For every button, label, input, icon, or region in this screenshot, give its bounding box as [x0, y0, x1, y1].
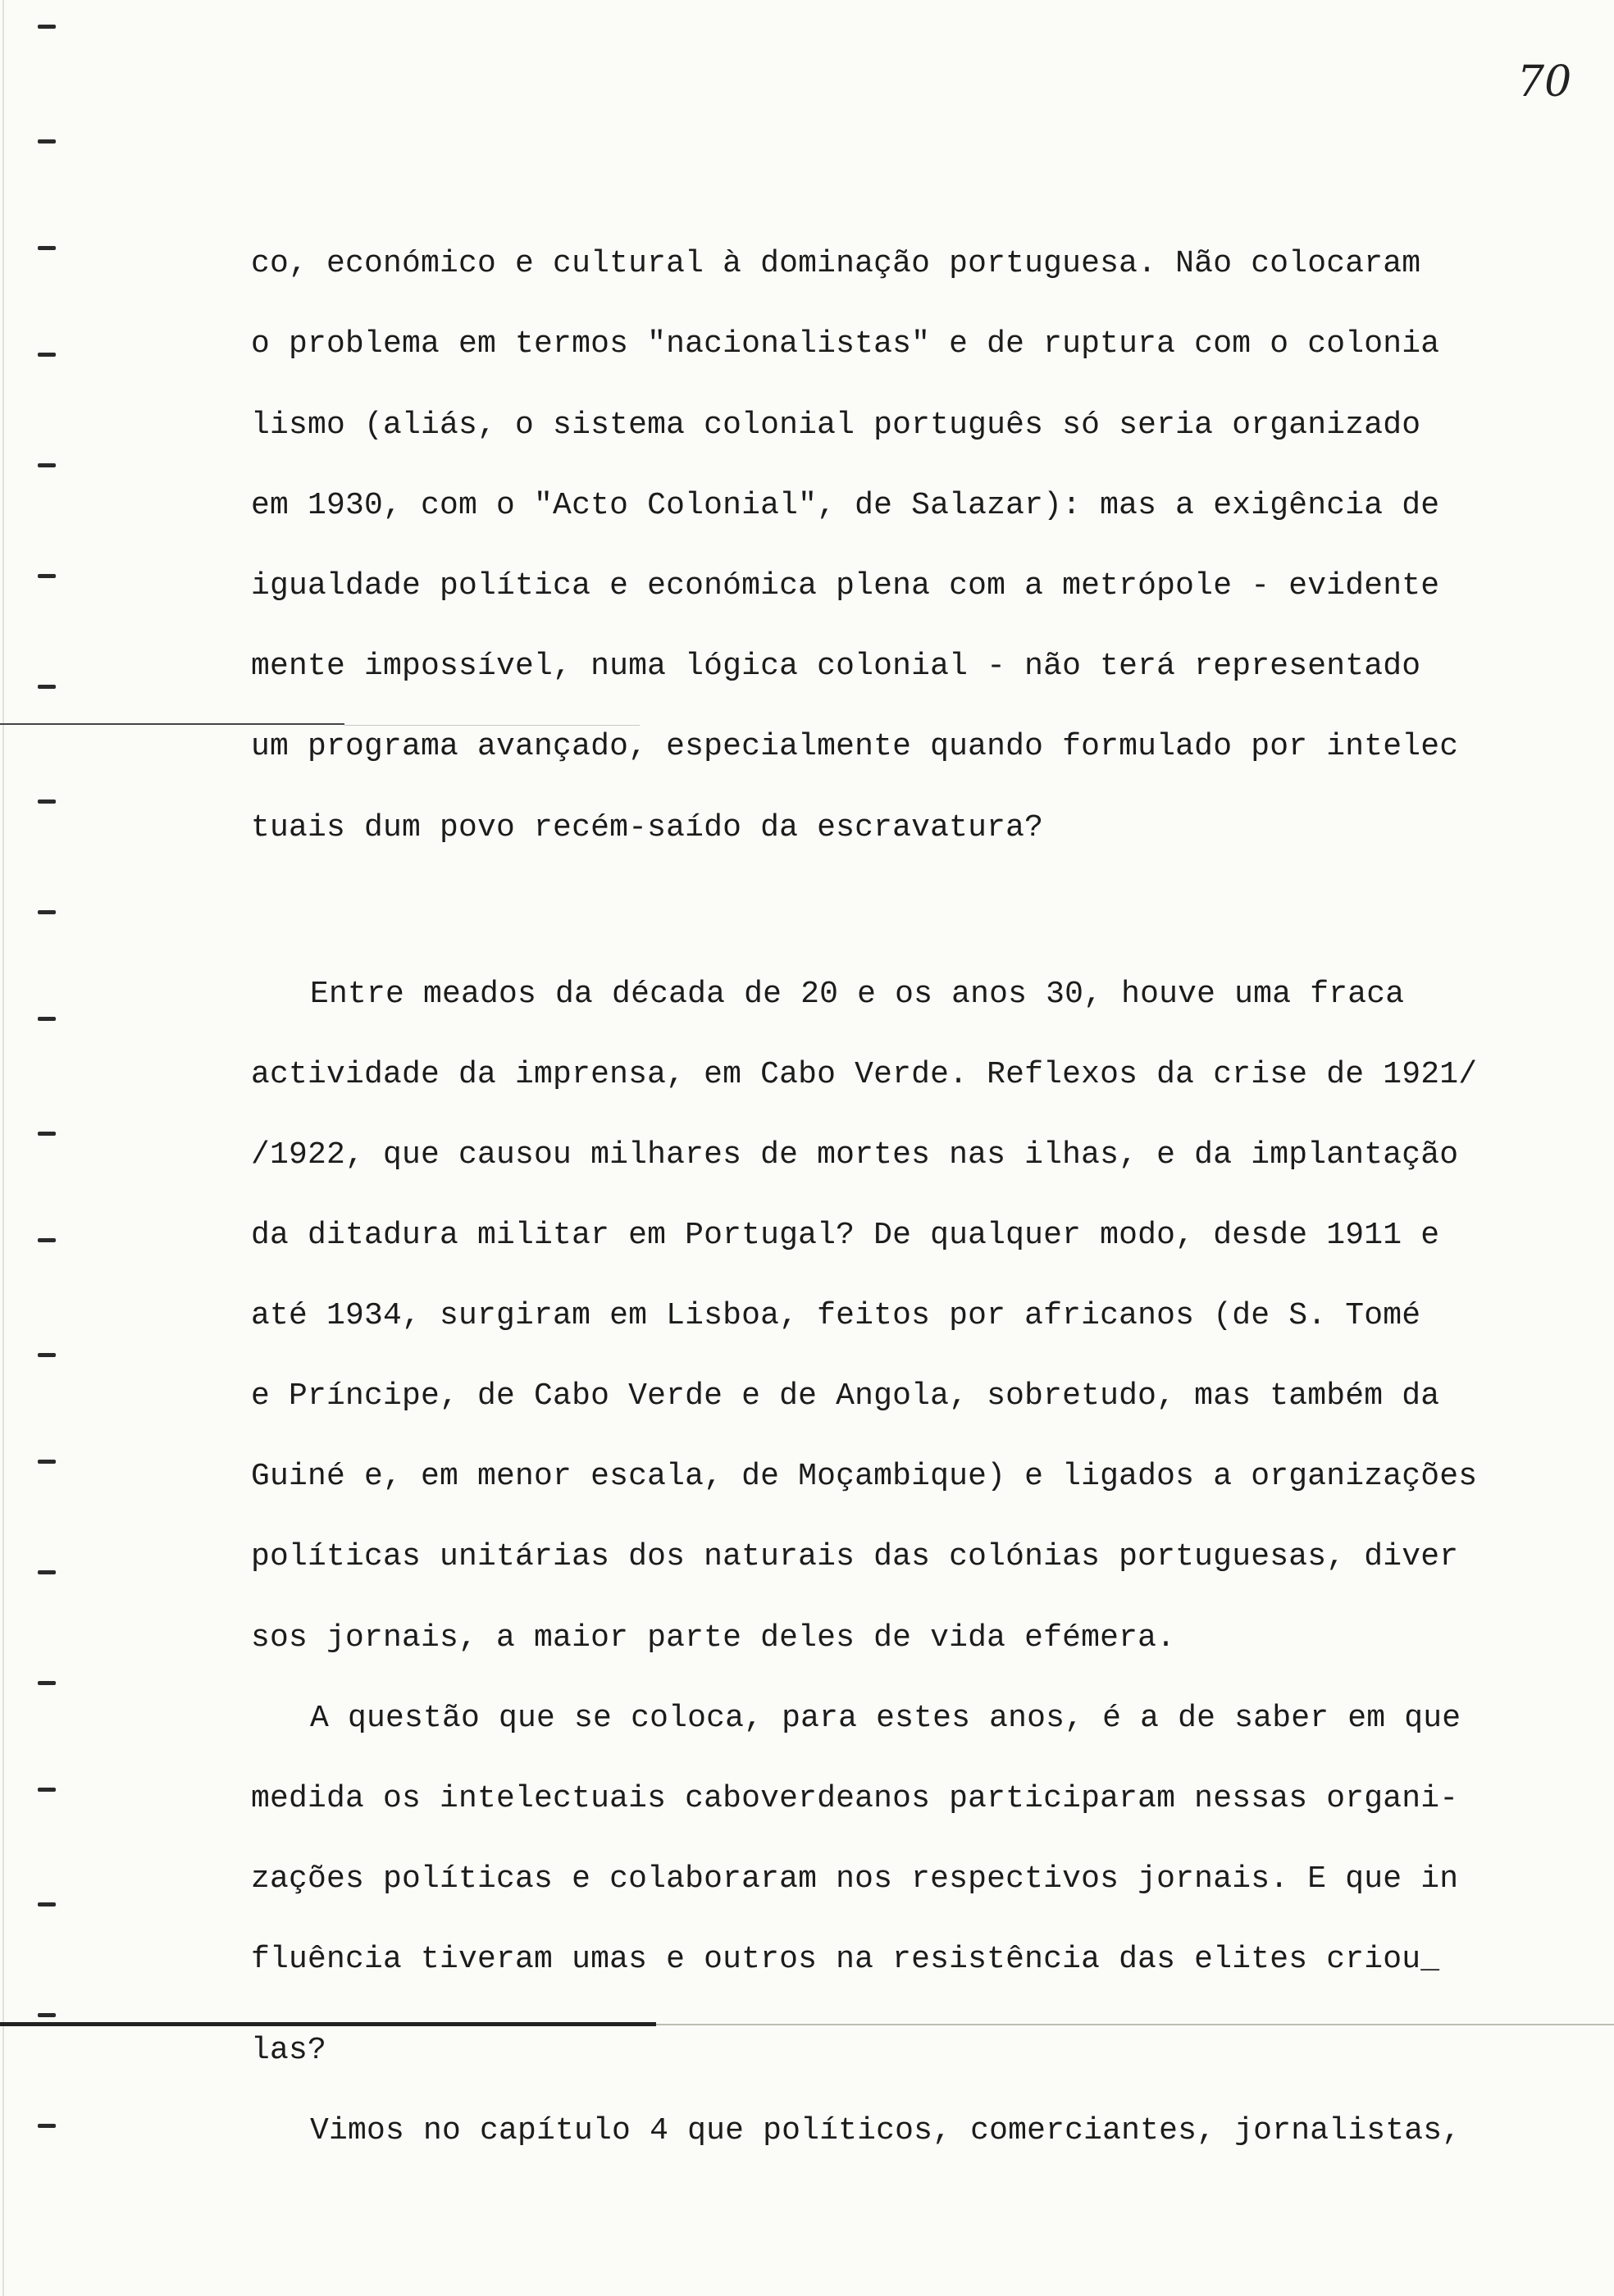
binding-hole-mark	[38, 139, 56, 144]
text-line: /1922, que causou milhares de mortes nas ilhas, e da implantação	[251, 1137, 1459, 1173]
text-line: em 1930, com o "Acto Colonial", de Salazar): mas a exigência de	[251, 488, 1440, 523]
text-line: Guiné e, em menor escala, de Moçambique) e ligados a organizações	[251, 1459, 1478, 1494]
binding-hole-mark	[38, 1132, 56, 1136]
text-line: sos jornais, a maior parte deles de vida efémera.	[251, 1620, 1176, 1656]
text-line: Entre meados da década de 20 e os anos 30, houve uma fraca	[310, 977, 1405, 1012]
text-line: até 1934, surgiram em Lisboa, feitos por africanos (de S. Tomé	[251, 1298, 1421, 1333]
scan-rule-line-faint	[656, 2024, 1614, 2025]
binding-hole-mark	[38, 574, 56, 578]
text-line: políticas unitárias dos naturais das colónias portuguesas, diver	[251, 1539, 1459, 1574]
binding-hole-mark	[38, 910, 56, 914]
text-line: mente impossível, numa lógica colonial - não terá representado	[251, 649, 1421, 684]
binding-edge	[0, 0, 57, 2296]
binding-hole-mark	[38, 246, 56, 250]
binding-hole-mark	[38, 463, 56, 467]
text-line: o problema em termos "nacionalistas" e de ruptura com o colonia	[251, 326, 1440, 362]
paper-edge-line	[2, 0, 4, 2296]
text-line: las?	[251, 2033, 327, 2068]
binding-hole-mark	[38, 800, 56, 804]
binding-hole-mark	[38, 1788, 56, 1792]
scan-rule-line-faint	[344, 725, 640, 726]
binding-hole-mark	[38, 1238, 56, 1242]
binding-hole-mark	[38, 1460, 56, 1464]
text-line: e Príncipe, de Cabo Verde e de Angola, sobretudo, mas também da	[251, 1378, 1440, 1414]
text-line: lismo (aliás, o sistema colonial português só seria organizado	[251, 408, 1421, 443]
text-line: zações políticas e colaboraram nos respectivos jornais. E que in	[251, 1861, 1459, 1897]
binding-hole-mark	[38, 1353, 56, 1357]
binding-hole-mark	[38, 25, 56, 29]
text-line: co, económico e cultural à dominação portuguesa. Não colocaram	[251, 246, 1421, 281]
binding-hole-mark	[38, 1570, 56, 1574]
text-line: A questão que se coloca, para estes anos, é a de saber em que	[310, 1701, 1461, 1736]
text-line: igualdade política e económica plena com a metrópole - evidente	[251, 568, 1440, 604]
scan-rule-line	[0, 2022, 656, 2026]
binding-hole-mark	[38, 685, 56, 689]
text-line: medida os intelectuais caboverdeanos participaram nessas organi-	[251, 1781, 1459, 1816]
text-line: um programa avançado, especialmente quando formulado por intelec	[251, 729, 1459, 764]
page-number: 70	[1517, 57, 1572, 107]
text-line: actividade da imprensa, em Cabo Verde. Reflexos da crise de 1921/	[251, 1057, 1478, 1092]
text-line: da ditadura militar em Portugal? De qualquer modo, desde 1911 e	[251, 1218, 1440, 1253]
text-line: tuais dum povo recém-saído da escravatura?	[251, 810, 1044, 845]
binding-hole-mark	[38, 353, 56, 357]
binding-hole-mark	[38, 1681, 56, 1685]
binding-hole-mark	[38, 1017, 56, 1021]
binding-hole-mark	[38, 1902, 56, 1906]
text-line: Vimos no capítulo 4 que políticos, comerciantes, jornalistas,	[310, 2113, 1461, 2148]
text-line: fluência tiveram umas e outros na resistência das elites criou_	[251, 1942, 1440, 1977]
scan-rule-line	[0, 723, 344, 725]
binding-hole-mark	[38, 2013, 56, 2017]
binding-hole-mark	[38, 2124, 56, 2128]
